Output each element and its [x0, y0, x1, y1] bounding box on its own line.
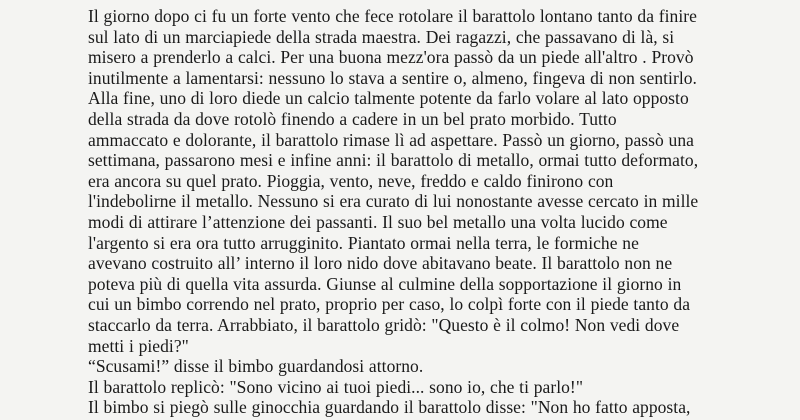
- text-line: Alla fine, uno di loro diede un calcio talmente potente da farlo volare al lato opposto: [88, 88, 689, 109]
- text-line: della strada da dove rotolò finendo a cadere in un bel prato morbido. Tutto: [88, 108, 617, 129]
- text-line: Il bimbo si piegò sulle ginocchia guardando il barattolo disse: "Non ho fatto apposta,: [88, 397, 691, 418]
- text-line: Il giorno dopo ci fu un forte vento che fece rotolare il barattolo lontano tanto da finire: [88, 6, 697, 26]
- text-line: sul lato di un marciapiede della strada maestra. Dei ragazzi, che passavano di là, si: [88, 26, 675, 47]
- text-line: misero a prenderlo a calci. Per una buona mezz'ora passò da un piede all'altro . Provò: [88, 47, 694, 68]
- text-line: cui un bimbo correndo nel prato, proprio per caso, lo colpì forte con il piede tanto da: [88, 294, 691, 315]
- text-line: inutilmente a lamentarsi: nessuno lo stava a sentire o, almeno, fingeva di non sentirlo.: [88, 67, 697, 88]
- text-line: metti i piedi?": [88, 335, 189, 356]
- text-line: ammaccato e dolorante, il barattolo rimase lì ad aspettare. Passò un giorno, passò una: [88, 129, 694, 150]
- text-line: modi di attirare l’attenzione dei passanti. Il suo bel metallo una volta lucido come: [88, 211, 668, 232]
- text-line: avevano costruito all’ interno il loro nido dove abitavano beate. Il barattolo non ne: [88, 253, 673, 274]
- text-line: l'indebolirne il metallo. Nessuno si era curato di lui nonostante avesse cercato in mille: [88, 191, 699, 212]
- text-line: era ancora su quel prato. Pioggia, vento, neve, freddo e caldo finirono con: [88, 170, 614, 191]
- text-line: Il barattolo replicò: "Sono vicino ai tuoi piedi... sono io, che ti parlo!": [88, 376, 584, 397]
- text-line: staccarlo da terra. Arrabbiato, il barattolo gridò: "Questo è il colmo! Non vedi dove: [88, 314, 680, 335]
- text-line: “Scusami!” disse il bimbo guardandosi attorno.: [88, 356, 424, 377]
- text-line: poteva più di quella vita assurda. Giunse al culmine della sopportazione il giorno in: [88, 273, 682, 294]
- text-line: l'argento si era ora tutto arrugginito. Piantato ormai nella terra, le formiche ne: [88, 232, 639, 253]
- text-line: settimana, passarono mesi e infine anni: il barattolo di metallo, ormai tutto deformato,: [88, 150, 699, 171]
- story-text: [88, 6, 788, 418]
